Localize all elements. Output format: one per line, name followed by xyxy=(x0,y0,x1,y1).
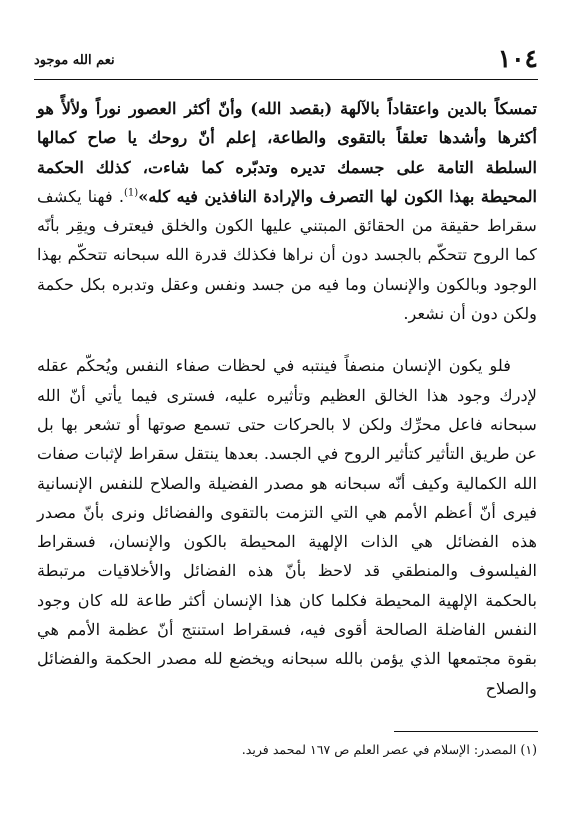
footnote: (١) المصدر: الإسلام في عصر العلم ص ١٦٧ لمحمد فريد. xyxy=(241,742,537,757)
running-title: نعم الله موجود xyxy=(34,53,115,68)
header-rule xyxy=(34,79,538,80)
paragraph-1-bold-text: تمسكاً بالدين واعتقاداً بالآلهة (بقصد الله) وأنّ أكثر العصور نوراً ولألأً هو أكثرها وأشدها تعلقاً بالتقوى والطاعة، إعلم أنّ روحك يا صاح كمالها السلطة التامة على جسمك تديره وتدبّره كما شاءت، كذلك الحكمة المحيطة بهذا الكون لها التصرف والإرادة النافذين فيه كله» xyxy=(37,99,537,206)
paragraph-1-text: . فهنا يكشف سقراط حقيقة من الحقائق المبتني عليها الكون والخلق فيعترف ويقِر بأنّه كما الروح تتحكّم بالجسد دون أن نراها فكذلك قدرة الله سبحانه تتحكّم بهذا الوجود وبالكون والإنسان وما فيه من جسد ونفس وعقل وتدبره بكل حكمة ولكن دون أن نشعر. xyxy=(37,186,537,324)
page-number: ١٠٤ xyxy=(497,44,538,73)
footnote-reference: (1) xyxy=(124,187,139,199)
paragraph-1 xyxy=(37,94,537,328)
body-text xyxy=(37,94,537,703)
paragraph-2: فلو يكون الإنسان منصفاً فينتبه في لحظات صفاء النفس ويُحكّم عقله لإدرك وجود هذا الخالق العظيم وتأثيره عليه، فسترى فيما يأتي أنّ الله سبحانه فاعل محرِّك ولكن لا بالحركات حتى تسمع صوتها أو تشعر بها بل عن طريق التأثير كتأثير الروح في الجسد. بعدها ينتقل سقراط لإثبات صفات الله الكمالية وكيف أنّه سبحانه هو مصدر الفضيلة والصلاح للنفس الإنسانية فيرى أنّ أعظم الأمم هي التي التزمت بالتقوى والفضائل ونرى بأنّ مصدر هذه الفضائل هي الذات الإلهية المحيطة بالكون والإنسان، فسقراط الفيلسوف والمنطقي قد لاحظ بأنّ هذه الفضائل والأخلاقيات مرتبطة بالحكمة الإلهية المحيطة فكلما كان هذا الإنسان أكثر طاعة لله كان وجود النفس الفاضلة الصالحة أقوى فيه، فسقراط استنتج أنّ عظمة الأمم هي بقوة مجتمعها الذي يؤمن بالله سبحانه ويخضع لله مصدر الحكمة والفضائل والصلاح xyxy=(37,356,537,698)
footnote-rule xyxy=(394,731,538,732)
page-header xyxy=(34,44,538,78)
